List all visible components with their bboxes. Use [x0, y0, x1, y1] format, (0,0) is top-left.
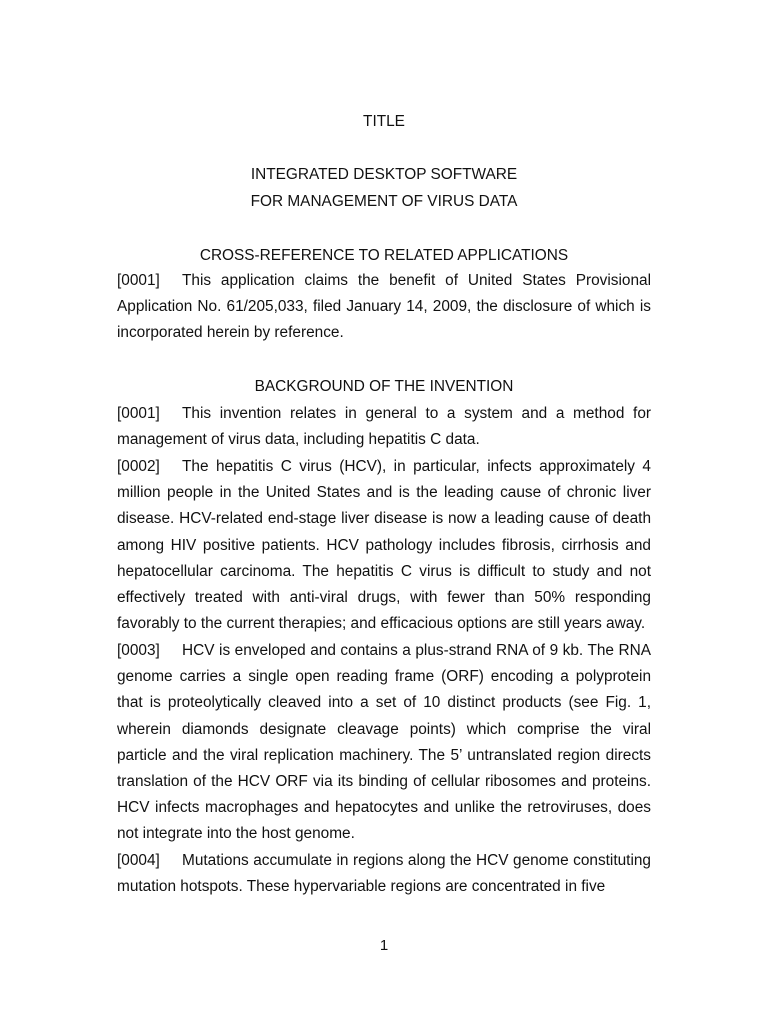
- page-number: 1: [379, 937, 389, 954]
- paragraph-text: HCV is enveloped and contains a plus-strand RNA of 9 kb. The RNA genome carries a single open reading frame (ORF) encoding a polyprotein that is proteolytically cleaved into a set of 10 distinct products (see Fig. 1, wherein diamonds designate cleavage points) which comprise the viral particle and the viral replication machinery. The 5’ untranslated region directs translation of the HCV ORF via its binding of cellular ribosomes and proteins. HCV infects macrophages and hepatocytes and unlike the retroviruses, does not integrate into the host genome.: [117, 642, 651, 843]
- paragraph-background-0001: [117, 401, 651, 453]
- paragraph-text: This application claims the benefit of United States Provisional Application No. 61/205,033, filed January 14, 2009, the disclosure of which is incorporated herein by reference.: [117, 272, 651, 342]
- paragraph-number: [0002]: [117, 458, 160, 475]
- paragraph-number: [0001]: [117, 272, 160, 289]
- cross-reference-heading: CROSS-REFERENCE TO RELATED APPLICATIONS: [199, 247, 569, 264]
- paragraph-cross-ref-0001: [117, 268, 651, 347]
- paragraph-number: [0003]: [117, 642, 160, 659]
- background-heading: BACKGROUND OF THE INVENTION: [254, 378, 514, 395]
- paragraph-background-0004: [117, 848, 651, 900]
- paragraph-number: [0001]: [117, 405, 160, 422]
- invention-title-line-2: FOR MANAGEMENT OF VIRUS DATA: [250, 193, 518, 210]
- invention-title-line-1: INTEGRATED DESKTOP SOFTWARE: [250, 166, 518, 183]
- paragraph-text: This invention relates in general to a system and a method for management of virus data, including hepatitis C data.: [117, 405, 651, 449]
- paragraph-background-0003: [117, 638, 651, 848]
- paragraph-number: [0004]: [117, 852, 160, 869]
- document-title: TITLE: [363, 113, 405, 130]
- paragraph-background-0002: [117, 454, 651, 637]
- paragraph-text: Mutations accumulate in regions along the HCV genome constituting mutation hotspots. These hypervariable regions are concentrated in five: [117, 852, 651, 896]
- paragraph-text: The hepatitis C virus (HCV), in particular, infects approximately 4 million people in the United States and is the leading cause of chronic liver disease. HCV-related end-stage liver disease is now a leading cause of death among HIV positive patients. HCV pathology includes fibrosis, cirrhosis and hepatocellular carcinoma. The hepatitis C virus is difficult to study and not effectively treated with anti-viral drugs, with fewer than 50% responding favorably to the current therapies; and efficacious options are still years away.: [117, 458, 651, 633]
